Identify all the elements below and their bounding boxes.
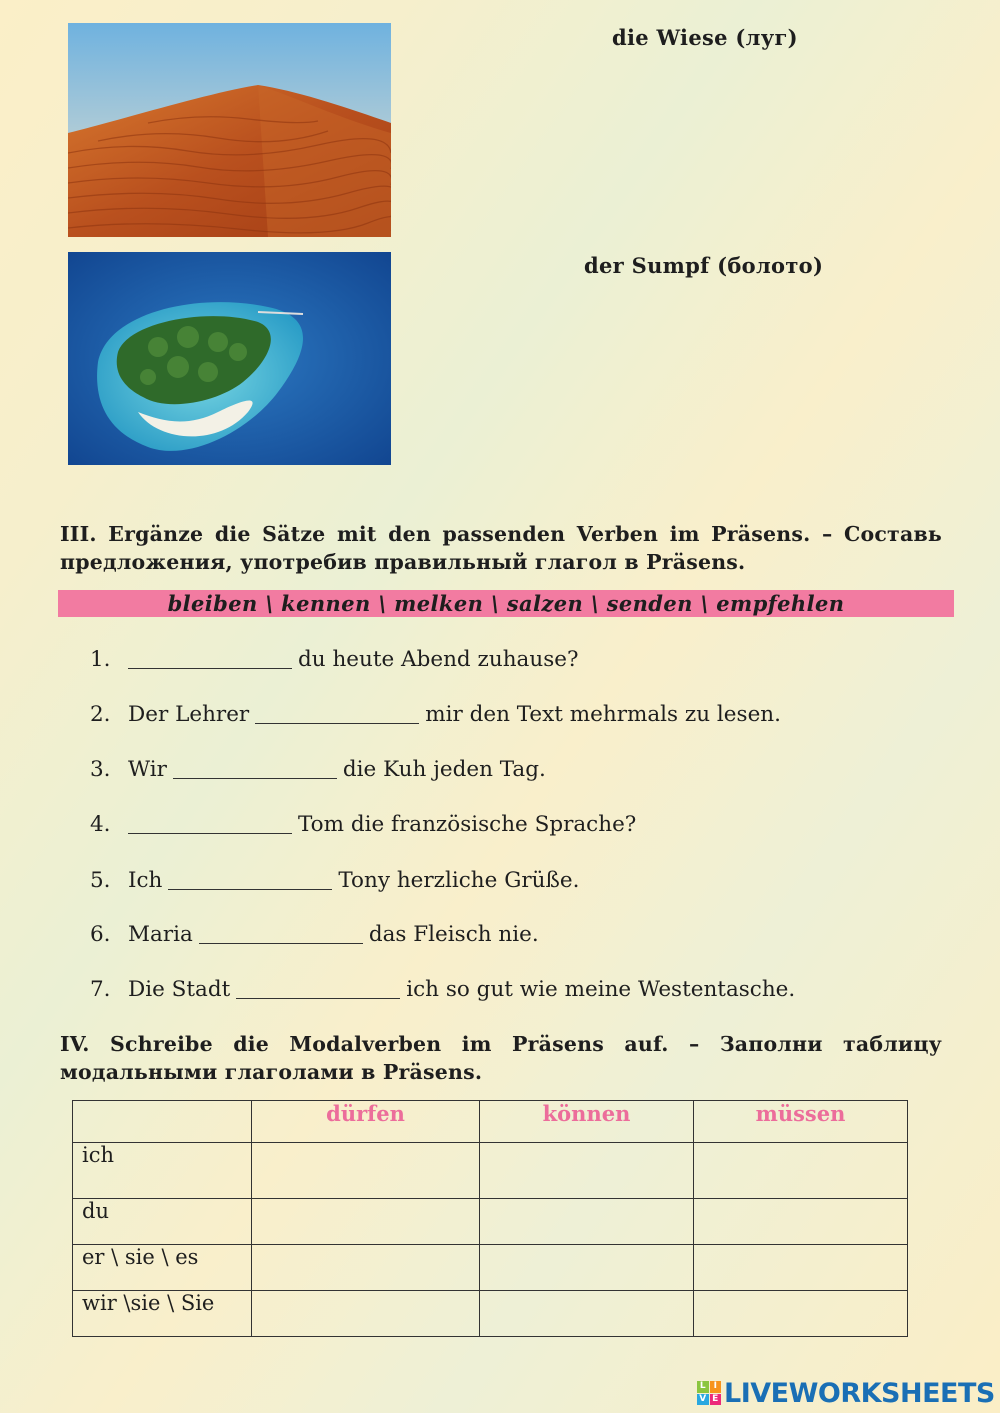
desert-image [68,23,391,237]
answer-cell[interactable] [252,1291,480,1337]
column-header-koennen: können [480,1101,694,1143]
row-label-wir-sie-sie: wir \sie \ Sie [73,1291,252,1337]
table-row [73,1199,908,1245]
item-number: 5. [90,868,111,893]
section4-heading-line2: модальными глаголами в Präsens. [60,1060,483,1084]
item-after: die Kuh jeden Tag. [342,757,546,782]
item-after: du heute Abend zuhause? [298,647,579,672]
item-number: 2. [90,702,111,727]
item-number: 6. [90,922,111,947]
row-label-ich: ich [73,1143,252,1199]
answer-blank-3[interactable] [173,758,337,779]
table-row [73,1245,908,1291]
answer-blank-5[interactable] [168,869,332,890]
column-header-muessen: müssen [694,1101,908,1143]
exercise-item-7 [90,975,795,1002]
item-before: Der Lehrer [128,702,250,727]
answer-cell[interactable] [480,1199,694,1245]
item-number: 3. [90,757,111,782]
item-before: Maria [128,922,193,947]
table-corner [73,1101,252,1143]
answer-blank-7[interactable] [236,978,400,999]
table-row [73,1291,908,1337]
item-number: 4. [90,812,111,837]
answer-blank-1[interactable] [128,648,292,669]
row-label-er-sie-es: er \ sie \ es [73,1245,252,1291]
exercise-item-3 [90,755,546,782]
table-row [73,1143,908,1199]
vocab-wiese: die Wiese (луг) [612,25,798,50]
item-number: 7. [90,977,111,1002]
answer-cell[interactable] [694,1143,908,1199]
item-after: das Fleisch nie. [368,922,539,947]
answer-cell[interactable] [694,1199,908,1245]
exercise-item-2 [90,700,781,727]
exercise-item-6 [90,920,539,947]
answer-cell[interactable] [694,1291,908,1337]
exercise-item-4 [90,810,636,837]
logo-text: LIVEWORKSHEETS [724,1377,995,1409]
verb-bank: bleiben \ kennen \ melken \ salzen \ senden \ empfehlen [58,590,954,617]
answer-cell[interactable] [480,1291,694,1337]
item-before: Wir [128,757,167,782]
exercise-item-1 [90,645,579,672]
item-after: Tony herzliche Grüße. [338,868,580,893]
item-after: ich so gut wie meine Westentasche. [406,977,796,1002]
answer-blank-4[interactable] [128,813,292,834]
liveworksheets-logo[interactable] [697,1377,995,1409]
answer-cell[interactable] [480,1143,694,1199]
answer-blank-6[interactable] [199,923,363,944]
section3-heading: III. Ergänze die Sätze mit den passenden Verben im Präsens. – Составь предложения, употребив правильный глагол в Präsens. [60,522,942,574]
item-after: Tom die französische Sprache? [298,812,637,837]
column-header-duerfen: dürfen [252,1101,480,1143]
answer-cell[interactable] [694,1245,908,1291]
liveworksheets-logo-icon: L I V E [697,1381,721,1405]
answer-blank-2[interactable] [255,703,419,724]
answer-cell[interactable] [252,1245,480,1291]
exercise-item-5 [90,866,579,893]
row-label-du: du [73,1199,252,1245]
item-before: Ich [128,868,163,893]
item-before: Die Stadt [128,977,231,1002]
vocab-sumpf: der Sumpf (болото) [584,253,824,278]
island-image [68,252,391,465]
item-number: 1. [90,647,111,672]
section4-heading [60,1030,942,1086]
item-after: mir den Text mehrmals zu lesen. [425,702,781,727]
answer-cell[interactable] [252,1143,480,1199]
answer-cell[interactable] [480,1245,694,1291]
answer-cell[interactable] [252,1199,480,1245]
section4-heading-line1: IV. Schreibe die Modalverben im Präsens auf. – Заполни таблицу [60,1032,942,1056]
modal-verbs-table [72,1100,908,1337]
